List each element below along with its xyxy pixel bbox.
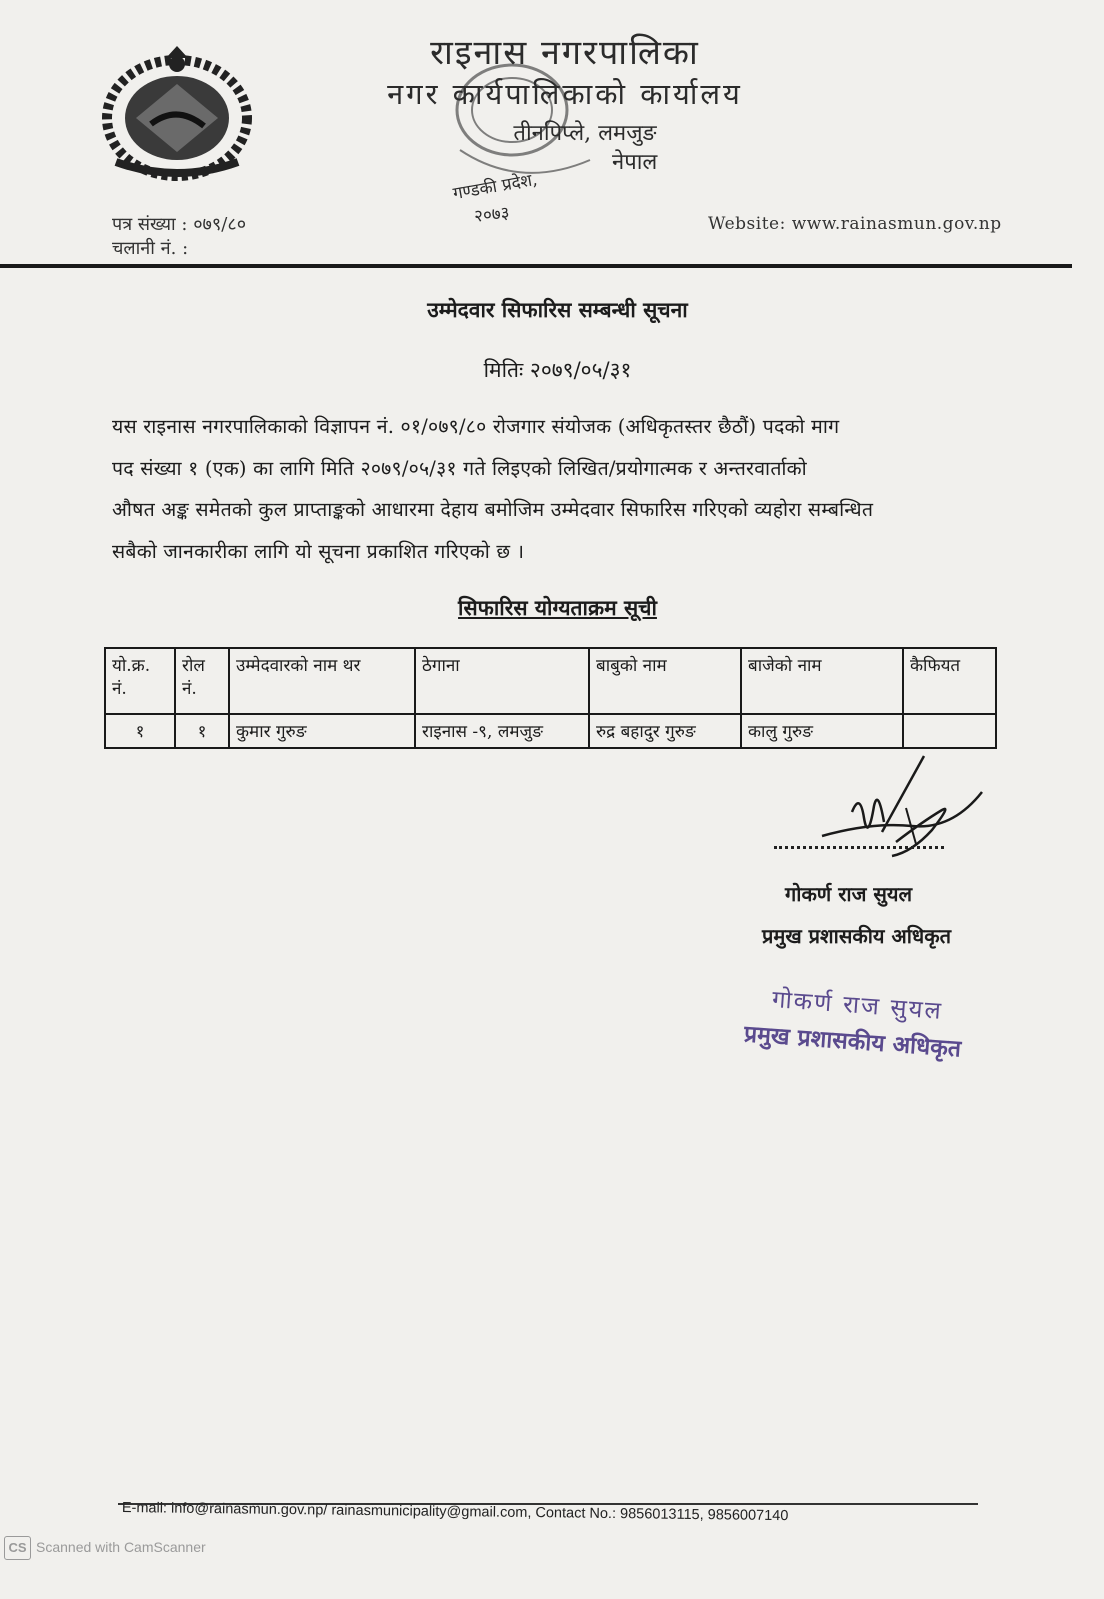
col-serial-header: यो.क्र. नं. [105,648,175,714]
signature-line [774,846,944,849]
col-roll-header: रोल नं. [175,648,229,714]
roll-cell: १ [175,714,229,748]
table-header-row [105,648,996,714]
name-stamp: गोकर्ण राज सुयल [771,985,944,1025]
established-year: २०७३ [473,203,511,227]
signatory-name: गोकर्ण राज सुयल [785,882,913,906]
nepal-emblem-icon [96,44,258,184]
footer-contact: E-mail: info@rainasmun.gov.np/ rainasmunicipality@gmail.com, Contact No.: 9856013115, 9856007140 [121,1500,789,1525]
paragraph-line: औषत अङ्क समेतको कुल प्राप्ताङ्कको आधारमा देहाय बमोजिम उम्मेदवार सिफारिस गरिएको व्यहोरा सम्बन्धित [112,498,874,521]
grandfather-name-cell: कालु गुरुङ [741,714,903,748]
col-grandfather-header: बाजेको नाम [741,648,903,714]
table-row [105,714,996,748]
merit-list-table [104,647,997,749]
col-father-header: बाबुको नाम [589,648,741,714]
col-remarks-header: कैफियत [903,648,996,714]
header-divider [0,264,1072,268]
handwritten-signature [812,752,992,872]
province-name: गण्डकी प्रदेश, [451,169,539,205]
signatory-designation: प्रमुख प्रशासकीय अधिकृत [762,924,951,948]
merit-list-title: सिफारिस योग्यताक्रम सूची [458,595,657,620]
col-address-header: ठेगाना [415,648,589,714]
candidate-name-cell: कुमार गुरुङ [229,714,415,748]
municipality-name: राइनास नगरपालिका [430,33,700,73]
country-name: नेपाल [612,150,658,175]
reference-number: पत्र संख्या : ०७९/८० [112,214,247,235]
serial-cell: १ [105,714,175,748]
scanner-watermark: Scanned with CamScanner [36,1539,206,1555]
paragraph-line: पद संख्या १ (एक) का लागि मिति २०७९/०५/३१ गते लिइएको लिखित/प्रयोगात्मक र अन्तरवार्ताको [112,457,807,480]
notice-date: मितिः २०७९/०५/३१ [483,358,632,382]
notice-title: उम्मेदवार सिफारिस सम्बन्धी सूचना [427,297,688,322]
father-name-cell: रुद्र बहादुर गुरुङ [589,714,741,748]
designation-stamp: प्रमुख प्रशासकीय अधिकृत [743,1020,962,1063]
address-cell: राइनास -९, लमजुङ [415,714,589,748]
paragraph-line: यस राइनास नगरपालिकाको विज्ञापन नं. ०१/०७९/८० रोजगार संयोजक (अधिकृतस्तर छैठौं) पदको माग [112,415,840,438]
camscanner-logo-icon: CS [4,1536,31,1560]
paragraph-line: सबैको जानकारीका लागि यो सूचना प्रकाशित गरिएको छ । [112,540,525,563]
dispatch-number: चलानी नं. : [112,238,189,259]
remarks-cell [903,714,996,748]
col-name-header: उम्मेदवारको नाम थर [229,648,415,714]
office-name: नगर कार्यपालिकाको कार्यालय [387,77,743,111]
website-address: Website: www.rainasmun.gov.np [708,214,1002,234]
office-address: तीनपिप्ले, लमजुङ [513,121,657,146]
